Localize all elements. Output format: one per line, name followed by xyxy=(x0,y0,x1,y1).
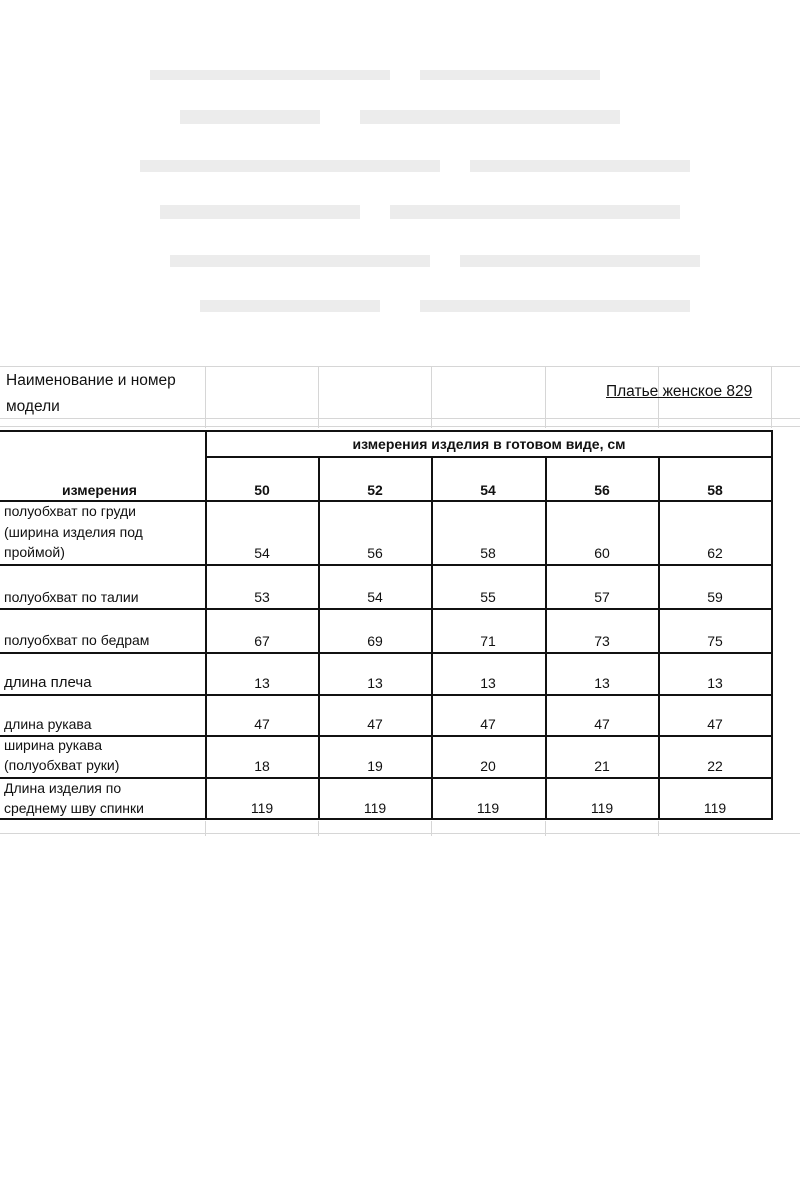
table-cell: 119 xyxy=(476,800,500,816)
table-cell: 56 xyxy=(367,545,383,561)
table-cell: 54 xyxy=(367,589,383,605)
table-cell: 71 xyxy=(480,633,496,649)
model-label-line-1: Наименование и номер xyxy=(6,372,176,389)
row-label: (ширина изделия под xyxy=(4,524,143,540)
table-cell: 47 xyxy=(367,716,383,732)
table-cell: 62 xyxy=(707,545,723,561)
model-name: Платье женское 829 xyxy=(606,383,753,400)
table-cell: 59 xyxy=(707,589,723,605)
table-cell: 13 xyxy=(480,675,496,691)
table-cell: 119 xyxy=(363,800,387,816)
table-cell: 19 xyxy=(367,758,383,774)
row-label: полуобхват по груди xyxy=(4,503,136,519)
table-cell: 119 xyxy=(250,800,274,816)
size-header-52: 52 xyxy=(367,482,383,498)
model-label-line-2: модели xyxy=(6,398,60,415)
table-cell: 18 xyxy=(254,758,270,774)
group-title: измерения изделия в готовом виде, см xyxy=(352,436,626,452)
row-label: длина рукава xyxy=(4,716,92,732)
row-label: (полуобхват руки) xyxy=(4,757,120,773)
table-cell: 67 xyxy=(254,633,270,649)
table-cell: 119 xyxy=(590,800,614,816)
table-cell: 13 xyxy=(367,675,383,691)
table-cell: 21 xyxy=(594,758,610,774)
size-header-54: 54 xyxy=(480,482,496,498)
table-cell: 53 xyxy=(254,589,270,605)
table-cell: 55 xyxy=(480,589,496,605)
table-cell: 47 xyxy=(594,716,610,732)
table-cell: 73 xyxy=(594,633,610,649)
spreadsheet-area xyxy=(0,366,800,836)
size-header-58: 58 xyxy=(707,482,723,498)
row-label: ширина рукава xyxy=(4,737,102,753)
row-label: полуобхват по талии xyxy=(4,589,139,605)
table-cell: 58 xyxy=(480,545,496,561)
table-cell: 54 xyxy=(254,545,270,561)
table-cell: 60 xyxy=(594,545,610,561)
table-cell: 13 xyxy=(707,675,723,691)
table-cell: 20 xyxy=(480,758,496,774)
row-label: проймой) xyxy=(4,544,65,560)
table-cell: 47 xyxy=(480,716,496,732)
table-cell: 13 xyxy=(594,675,610,691)
measure-header: измерения xyxy=(62,482,137,498)
row-label: среднему шву спинки xyxy=(4,800,144,816)
size-header-50: 50 xyxy=(254,482,270,498)
table-cell: 47 xyxy=(254,716,270,732)
table-cell: 22 xyxy=(707,758,723,774)
table-cell: 47 xyxy=(707,716,723,732)
size-header-56: 56 xyxy=(594,482,610,498)
row-label: Длина изделия по xyxy=(4,780,122,796)
table-cell: 69 xyxy=(367,633,383,649)
table-cell: 13 xyxy=(254,675,270,691)
table-cell: 119 xyxy=(703,800,727,816)
table-cell: 75 xyxy=(707,633,723,649)
row-label: полуобхват по бедрам xyxy=(4,632,150,648)
row-label: длина плеча xyxy=(4,674,92,691)
table-cell: 57 xyxy=(594,589,610,605)
